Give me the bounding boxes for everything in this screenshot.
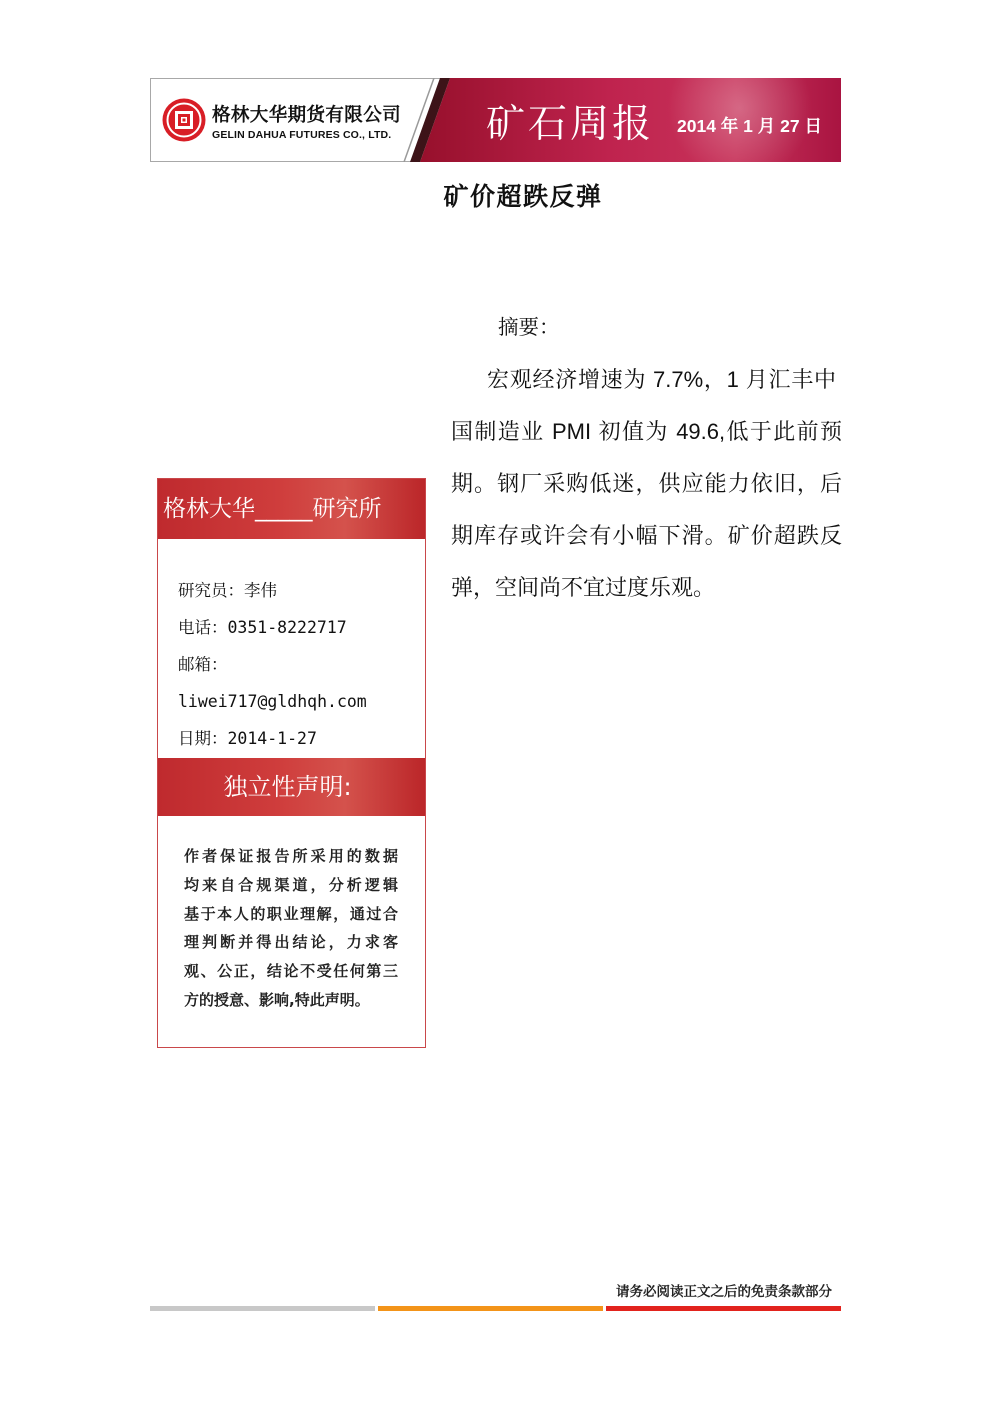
footer-bar-gray: [150, 1306, 375, 1311]
statement-title: 独立性声明:: [223, 773, 352, 801]
statement-line: 方的授意、影响,特此声明。: [184, 990, 370, 1009]
researcher-info-box: [157, 478, 426, 1048]
report-name: 矿石周报: [486, 102, 655, 147]
institute-name: 格林大华_____研究所: [163, 496, 382, 522]
summary-line: 期库存或许会有小幅下滑。矿价超跌反: [451, 523, 842, 548]
footer-bar-orange: [378, 1306, 603, 1311]
report-date-info: 日期：2014-1-27: [178, 729, 317, 748]
footer-bar-red: [606, 1306, 841, 1311]
page-title: 矿价超跌反弹: [443, 182, 603, 211]
disclaimer-notice: 请务必阅读正文之后的免责条款部分: [616, 1284, 832, 1300]
statement-line: 观、公正，结论不受任何第三: [184, 962, 398, 981]
statement-line: 均来自合规渠道，分析逻辑: [184, 875, 398, 894]
company-name-cn: 格林大华期货有限公司: [212, 105, 402, 126]
researcher-email: liwei717@gldhqh.com: [178, 692, 367, 711]
statement-line: 基于本人的职业理解，通过合: [184, 904, 398, 923]
summary-paragraph: [451, 354, 842, 614]
gelin-dahua-logo-icon: [162, 98, 206, 142]
researcher-name: 研究员：李伟: [178, 581, 277, 600]
researcher-info: [178, 572, 418, 757]
email-label: 邮箱：: [178, 655, 228, 674]
summary-line: 弹，空间尚不宜过度乐观。: [451, 575, 716, 600]
institute-header: [158, 479, 425, 539]
summary-line: 宏观经济增速为 7.7%，1 月汇丰中: [487, 367, 836, 392]
independence-statement: [184, 842, 398, 1015]
statement-line: 理判断并得出结论，力求客: [184, 933, 398, 952]
company-name-en: GELIN DAHUA FUTURES CO., LTD.: [212, 129, 392, 141]
report-date: 2014 年 1 月 27 日: [677, 116, 822, 136]
statement-header: [158, 758, 425, 816]
summary-line: 国制造业 PMI 初值为 49.6,低于此前预: [451, 419, 842, 444]
summary-line: 期。钢厂采购低迷，供应能力依旧，后: [451, 471, 842, 496]
summary-label: 摘要：: [498, 315, 560, 339]
researcher-phone: 电话：0351-8222717: [178, 618, 347, 637]
statement-line: 作者保证报告所采用的数据: [184, 847, 398, 865]
